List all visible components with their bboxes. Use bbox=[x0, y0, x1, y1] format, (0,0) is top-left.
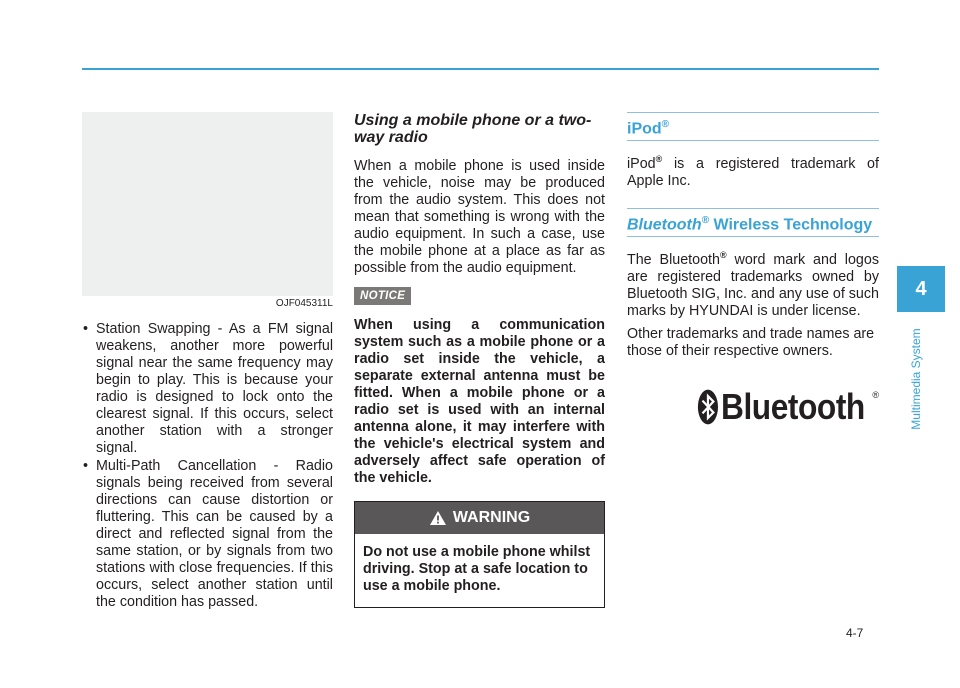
bluetooth-rune-icon bbox=[697, 387, 719, 427]
warning-label: WARNING bbox=[452, 509, 531, 526]
chapter-label-text: Multimedia System bbox=[909, 328, 923, 430]
warning-header bbox=[355, 502, 604, 534]
bullet-station-swapping: • Station Swapping - As a FM signal weakens, another more powerful signal near the same frequency may begin to play. This is because your radio is designed to lock onto the clearest signal. If this occurs, select another station with a stronger signal. bbox=[82, 321, 333, 457]
left-column bbox=[82, 112, 333, 612]
bt-heading-italic: Bluetooth bbox=[627, 216, 702, 234]
registered-mark: ® bbox=[655, 154, 663, 165]
registered-mark: ® bbox=[701, 215, 710, 227]
bullet-list bbox=[82, 321, 333, 611]
warning-box bbox=[354, 501, 605, 608]
ipod-heading-text: iPod bbox=[627, 120, 662, 138]
chapter-tab: 4 bbox=[897, 266, 945, 312]
bluetooth-logo-text: Bluetooth bbox=[720, 386, 865, 428]
bluetooth-logo bbox=[697, 386, 879, 428]
bt-body-rest: word mark and logos are registered trademarks owned by Bluetooth SIG, Inc. and any use of such marks by HYUNDAI is under license. bbox=[627, 252, 879, 320]
ipod-body bbox=[627, 151, 879, 190]
figure-code: OJF045311L bbox=[275, 298, 333, 309]
bluetooth-body bbox=[627, 247, 879, 320]
registered-mark: ® bbox=[719, 250, 727, 261]
chapter-label bbox=[904, 318, 924, 448]
registered-mark: ® bbox=[661, 119, 670, 130]
notice-text: When using a communication system such as a mobile phone or a radio set inside the vehicle, a separate external antenna must be fitted. When a mobile phone or a radio set is used with an internal antenna alone, it may interfere with the vehicle's electrical system and adversely affect safe operation of the vehicle. bbox=[354, 317, 605, 486]
middle-column bbox=[354, 112, 605, 608]
warning-text: Do not use a mobile phone whilst driving. Stop at a safe location to use a mobile phone. bbox=[363, 544, 591, 594]
section-heading-mobile-phone: Using a mobile phone or a two-way radio bbox=[354, 112, 592, 146]
warning-triangle-icon bbox=[429, 510, 447, 526]
top-rule bbox=[82, 68, 879, 70]
other-trademarks-body: Other trademarks and trade names are those of their respective owners. bbox=[627, 326, 875, 360]
bt-body-prefix: The Bluetooth bbox=[627, 252, 720, 269]
mobile-phone-body: When a mobile phone is used inside the vehicle, noise may be produced from the audio system. This does not mean that something is wrong with the audio equipment. In such a case, use the mobile phone at a place as far as possible from the audio equipment. bbox=[354, 158, 605, 276]
bt-heading-rest: Wireless Technology bbox=[713, 216, 873, 234]
notice-badge: NOTICE bbox=[354, 287, 411, 305]
section-heading-ipod bbox=[627, 112, 879, 141]
ipod-term: iPod bbox=[627, 156, 656, 173]
logo-registered-mark: ® bbox=[872, 390, 879, 401]
right-column bbox=[627, 112, 879, 428]
bullet-multi-path: • Multi-Path Cancellation - Radio signals being received from several directions can cause distortion or fluttering. This can be caused by a direct and reflected signal from the same station, or by signals from two stations with close frequencies. If this occurs, select another station until the condition has passed. bbox=[82, 458, 333, 611]
page-number: 4-7 bbox=[846, 626, 864, 640]
section-heading-bluetooth bbox=[627, 208, 879, 237]
figure-image bbox=[82, 112, 333, 296]
ipod-body-text: is a registered trademark of Apple Inc. bbox=[627, 156, 879, 190]
